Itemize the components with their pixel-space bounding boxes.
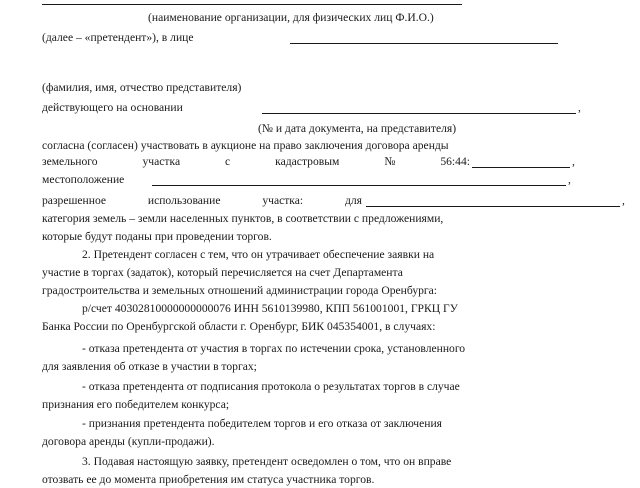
word: использование xyxy=(147,194,221,207)
word: участка xyxy=(142,155,181,168)
condition-2-line-1: - отказа претендента от подписания протокола о результатах торгов в случае xyxy=(82,380,460,393)
basis-line-comma: , xyxy=(578,101,581,114)
paragraph-3-line-2: отозвать ее до момента приобретения им статуса участника торгов. xyxy=(42,473,375,486)
acting-on-basis-line: действующего на основании xyxy=(42,101,183,114)
basis-document-blank xyxy=(262,113,576,114)
location-blank xyxy=(152,185,566,186)
paragraph-2-line-1: 2. Претендент согласен с тем, что он утрачивает обеспечение заявки на xyxy=(82,248,435,261)
condition-3-line-1: - признания претендента победителем торгов и его отказа от заключения xyxy=(82,417,443,430)
word: 56:44: xyxy=(440,155,470,168)
permitted-use-comma: , xyxy=(622,194,625,207)
location-label: местоположение xyxy=(42,173,125,186)
word: для xyxy=(344,194,362,207)
bank-account-line: р/счет 40302810000000000076 ИНН 5610139980, КПП 561001001, ГРКЦ ГУ xyxy=(82,302,458,315)
cadastral-comma: , xyxy=(572,155,575,168)
paragraph-1-line-5: категория земель – земли населенных пунктов, в соответствии с предложениями, xyxy=(42,212,444,225)
condition-3-line-2: договора аренды (купли-продажи). xyxy=(42,435,215,448)
condition-1-line-2: для заявления об отказе в участии в торгах; xyxy=(42,360,257,373)
word: кадастровым xyxy=(275,155,340,168)
paragraph-1-line-1: согласна (согласен) участвовать в аукционе на право заключения договора аренды xyxy=(42,139,449,152)
paragraph-2-line-2: участие в торгах (задаток), который перечисляется на счет Департамента xyxy=(42,266,403,279)
word: разрешенное xyxy=(42,194,107,207)
location-comma: , xyxy=(568,173,571,186)
word: с xyxy=(225,155,231,168)
paragraph-1-line-2 xyxy=(42,154,470,170)
paragraph-1-line-6: которые будут поданы при проведении торгов. xyxy=(42,230,272,243)
paragraph-1-line-4 xyxy=(42,193,362,209)
paragraph-2-line-3: градостроительства и земельных отношений администрации города Оренбурга: xyxy=(42,284,438,297)
organization-name-blank xyxy=(42,4,462,5)
word: земельного xyxy=(42,155,98,168)
condition-2-line-2: признания его победителем конкурса; xyxy=(42,398,230,411)
applicant-line: (далее – «претендент»), в лице xyxy=(42,31,194,44)
document-caption: (№ и дата документа, на представителя) xyxy=(258,122,457,135)
bank-details-line: Банка России по Оренбургской области г. Оренбург, БИК 045354001, в случаях: xyxy=(42,320,436,333)
condition-1-line-1: - отказа претендента от участия в торгах по истечении срока, установленного xyxy=(82,342,466,355)
organization-caption: (наименование организации, для физических лиц Ф.И.О.) xyxy=(148,11,434,24)
paragraph-3-line-1: 3. Подавая настоящую заявку, претендент осведомлен о том, что он вправе xyxy=(82,455,452,468)
word: № xyxy=(384,155,396,168)
representative-name-blank xyxy=(290,43,558,44)
permitted-use-blank xyxy=(366,206,620,207)
cadastral-number-blank xyxy=(472,167,570,168)
word: участка: xyxy=(262,194,304,207)
representative-caption: (фамилия, имя, отчество представителя) xyxy=(42,81,242,94)
